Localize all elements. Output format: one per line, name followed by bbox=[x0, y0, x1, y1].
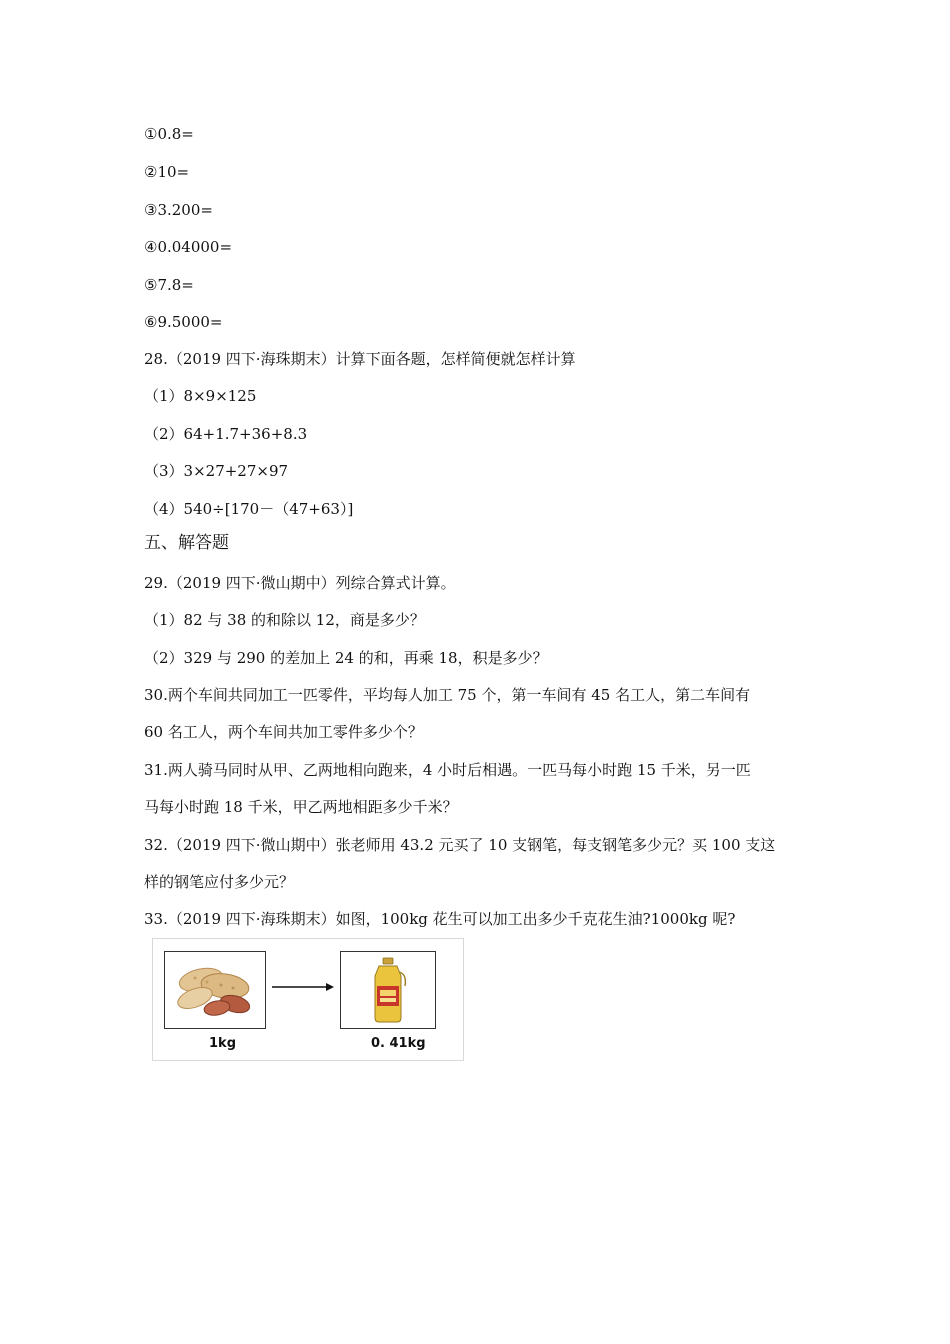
question-29-title: 29.（2019 四下·微山期中）列综合算式计算。 bbox=[144, 574, 456, 592]
peanuts-icon bbox=[165, 952, 265, 1028]
oil-bottle-icon bbox=[341, 952, 435, 1028]
question-32-line-2: 样的钢笔应付多少元？ bbox=[144, 873, 295, 891]
oil-box bbox=[340, 951, 436, 1029]
oil-weight-caption: 0. 41kg bbox=[371, 1036, 426, 1051]
arrow-right-icon bbox=[272, 981, 334, 993]
conversion-5: ⑤7.8= bbox=[144, 276, 194, 294]
question-28-title: 28.（2019 四下·海珠期末）计算下面各题，怎样简便就怎样计算 bbox=[144, 350, 576, 368]
question-30-line-1: 30.两个车间共同加工一匹零件，平均每人加工 75 个，第一车间有 45 名工人，第二车间有 bbox=[144, 686, 751, 704]
question-31-line-2: 马每小时跑 18 千米，甲乙两地相距多少千米？ bbox=[144, 798, 458, 816]
conversion-1: ①0.8= bbox=[144, 125, 194, 143]
question-33-title: 33.（2019 四下·海珠期末）如图，100kg 花生可以加工出多少千克花生油?1000kg 呢? bbox=[144, 910, 736, 928]
question-28-item-2: （2）64+1.7+36+8.3 bbox=[144, 425, 308, 443]
peanut-oil-figure bbox=[152, 938, 464, 1061]
conversion-3: ③3.200= bbox=[144, 201, 213, 219]
question-31-line-1: 31.两人骑马同时从甲、乙两地相向跑来，4 小时后相遇。一匹马每小时跑 15 千米，另一匹 bbox=[144, 761, 751, 779]
question-30-line-2: 60 名工人，两个车间共加工零件多少个？ bbox=[144, 723, 423, 741]
question-29-item-1: （1）82 与 38 的和除以 12，商是多少？ bbox=[144, 611, 425, 629]
conversion-6: ⑥9.5000= bbox=[144, 313, 223, 331]
question-28-item-3: （3）3×27+27×97 bbox=[144, 462, 289, 480]
question-28-item-4: （4）540÷[170－（47+63）] bbox=[144, 500, 354, 518]
peanut-weight-caption: 1kg bbox=[209, 1036, 236, 1051]
conversion-4: ④0.04000= bbox=[144, 238, 233, 256]
question-29-item-2: （2）329 与 290 的差加上 24 的和，再乘 18，积是多少？ bbox=[144, 649, 548, 667]
question-28-item-1: （1）8×9×125 bbox=[144, 387, 257, 405]
conversion-2: ②10= bbox=[144, 163, 190, 181]
section-heading: 五、解答题 bbox=[144, 533, 229, 553]
peanut-box bbox=[164, 951, 266, 1029]
question-32-line-1: 32.（2019 四下·微山期中）张老师用 43.2 元买了 10 支钢笔，每支钢笔多少元？买 100 支这 bbox=[144, 836, 776, 854]
